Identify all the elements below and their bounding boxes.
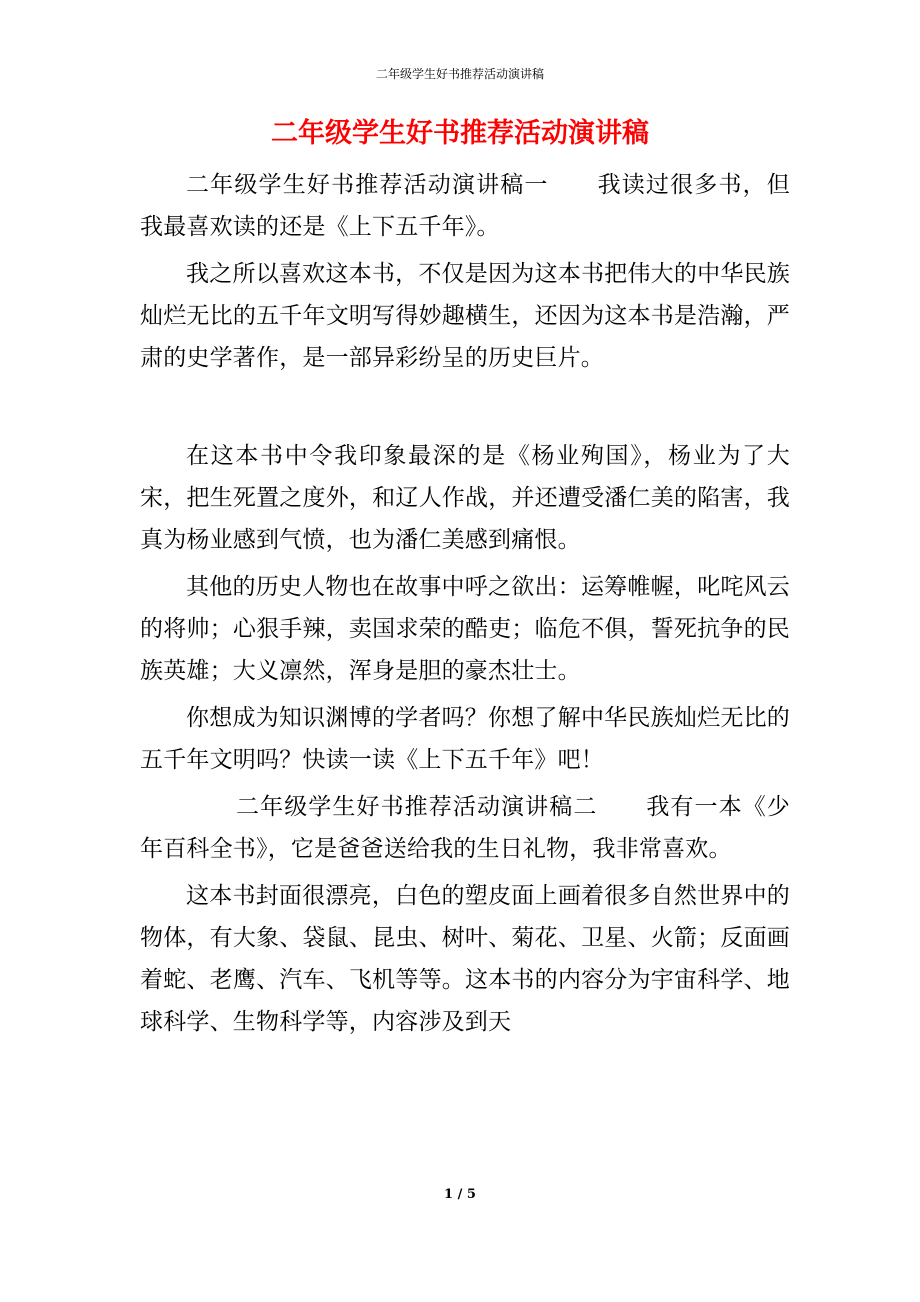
paragraph-2: 我之所以喜欢这本书，不仅是因为这本书把伟大的中华民族灿烂无比的五千年文明写得妙趣横生，还因为这本书是浩瀚，严肃的史学著作，是一部异彩纷呈的历史巨片。 bbox=[140, 261, 790, 371]
paragraph-1-text: 我读过很多书，但我最喜欢读的还是《上下五千年》。 bbox=[140, 172, 790, 240]
paragraph-3: 在这本书中令我印象最深的是《杨业殉国》，杨业为了大宋，把生死置之度外，和辽人作战，并还遭受潘仁美的陷害，我真为杨业感到气愤，也为潘仁美感到痛恨。 bbox=[140, 443, 790, 553]
paragraph-6-text: 我有一本《少年百科全书》，它是爸爸送给我的生日礼物，我非常喜欢。 bbox=[140, 794, 791, 862]
running-header: 二年级学生好书推荐活动演讲稿 bbox=[375, 67, 544, 81]
section-heading-2: 二年级学生好书推荐活动演讲稿二 bbox=[236, 794, 598, 820]
paragraph-4: 其他的历史人物也在故事中呼之欲出：运筹帷幄，叱咤风云的将帅；心狠手辣，卖国求荣的酷吏；临危不俱，誓死抗争的民族英雄；大义凛然，浑身是胆的豪杰壮士。 bbox=[140, 574, 790, 684]
paragraph-7: 这本书封面很漂亮，白色的塑皮面上画着很多自然世界中的物体，有大象、袋鼠、昆虫、树叶、菊花、卫星、火箭；反面画着蛇、老鹰、汽车、飞机等等。这本书的内容分为宇宙科学、地球科学、生物科学等，内容涉及到天 bbox=[140, 883, 790, 1035]
paragraph-1 bbox=[140, 164, 790, 248]
paragraph-6 bbox=[140, 786, 790, 870]
page-number: 1 / 5 bbox=[444, 1187, 476, 1202]
section-heading-1: 二年级学生好书推荐活动演讲稿一 bbox=[186, 172, 549, 198]
paragraph-5: 你想成为知识渊博的学者吗？你想了解中华民族灿烂无比的五千年文明吗？快读一读《上下五千年》吧！ bbox=[140, 705, 790, 773]
document-title: 二年级学生好书推荐活动演讲稿 bbox=[271, 118, 649, 149]
document-body bbox=[140, 164, 790, 1048]
